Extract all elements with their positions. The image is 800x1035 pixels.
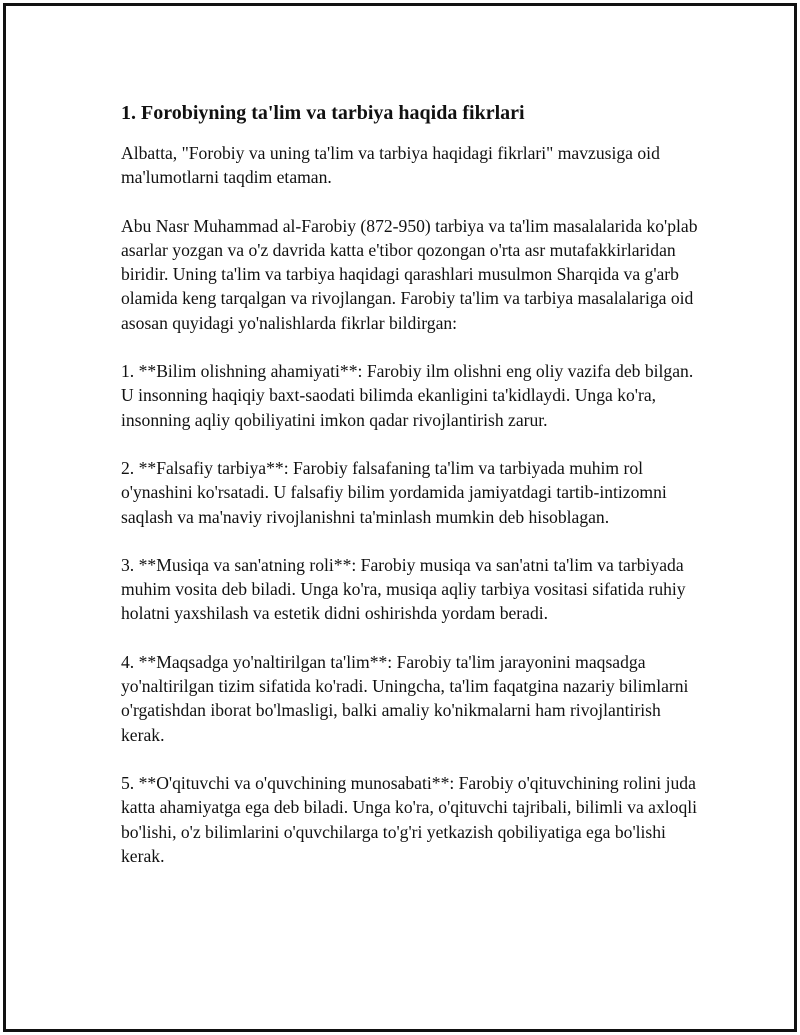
point-4-paragraph: 4. **Maqsadga yo'naltirilgan ta'lim**: Farobiy ta'lim jarayonini maqsadga yo'naltirilgan tizim sifatida ko'radi. Uningcha, ta'lim faqatgina nazariy bilimlarni o'rgatishdan iborat bo'lmasligi, balki amaliy ko'nikmalarni ham rivojlantirish kerak. bbox=[121, 651, 689, 745]
point-3-paragraph: 3. **Musiqa va san'atning roli**: Farobiy musiqa va san'atni ta'lim va tarbiyada muhim vosita deb biladi. Unga ko'ra, musiqa aqliy tarbiya vositasi sifatida ruhiy holatni yaxshilash va estetik didni oshirishda yordam beradi. bbox=[121, 554, 686, 624]
page-frame bbox=[3, 3, 797, 1032]
document-title: 1. Forobiyning ta'lim va tarbiya haqida fikrlari bbox=[121, 102, 525, 124]
point-2-paragraph: 2. **Falsafiy tarbiya**: Farobiy falsafaning ta'lim va tarbiyada muhim rol o'ynashini ko'rsatadi. U falsafiy bilim yordamida jamiyatdagi tartib-intizomni saqlash va ma'naviy rivojlanishni ta'minlash mumkin deb hisoblagan. bbox=[121, 457, 667, 527]
intro-paragraph: Albatta, "Forobiy va uning ta'lim va tarbiya haqidagi fikrlari" mavzusiga oid ma'lumotlarni taqdim etaman. bbox=[121, 143, 660, 188]
point-1-paragraph: 1. **Bilim olishning ahamiyati**: Farobiy ilm olishni eng oliy vazifa deb bilgan. U insonning haqiqiy baxt-saodati bilimda ekanligini ta'kidlaydi. Unga ko'ra, insonning aqliy qobiliyatini imkon qadar rivojlantirish zarur. bbox=[121, 361, 694, 430]
point-5-paragraph: 5. **O'qituvchi va o'quvchining munosabati**: Farobiy o'qituvchining rolini juda katta ahamiyatga ega deb biladi. Unga ko'ra, o'qituvchi tajribali, bilimli va axloqli bo'lishi, o'z bilimlarini o'quvchilarga to'g'ri yetkazish qobiliyatiga ega bo'lishi kerak. bbox=[121, 772, 698, 866]
background-paragraph: Abu Nasr Muhammad al-Farobiy (872-950) tarbiya va ta'lim masalalarida ko'plab asarlar yozgan va o'z davrida katta e'tibor qozongan o'rta asr mutafakkirlaridan biridir. Uning ta'lim va tarbiya haqidagi qarashlari musulmon Sharqida va g'arb olamida keng tarqalgan va rivojlangan. Farobiy ta'lim va tarbiya masalalariga oid asosan quyidagi yo'nalishlarda fikrlar bildirgan: bbox=[121, 215, 698, 333]
document-body bbox=[121, 100, 701, 892]
